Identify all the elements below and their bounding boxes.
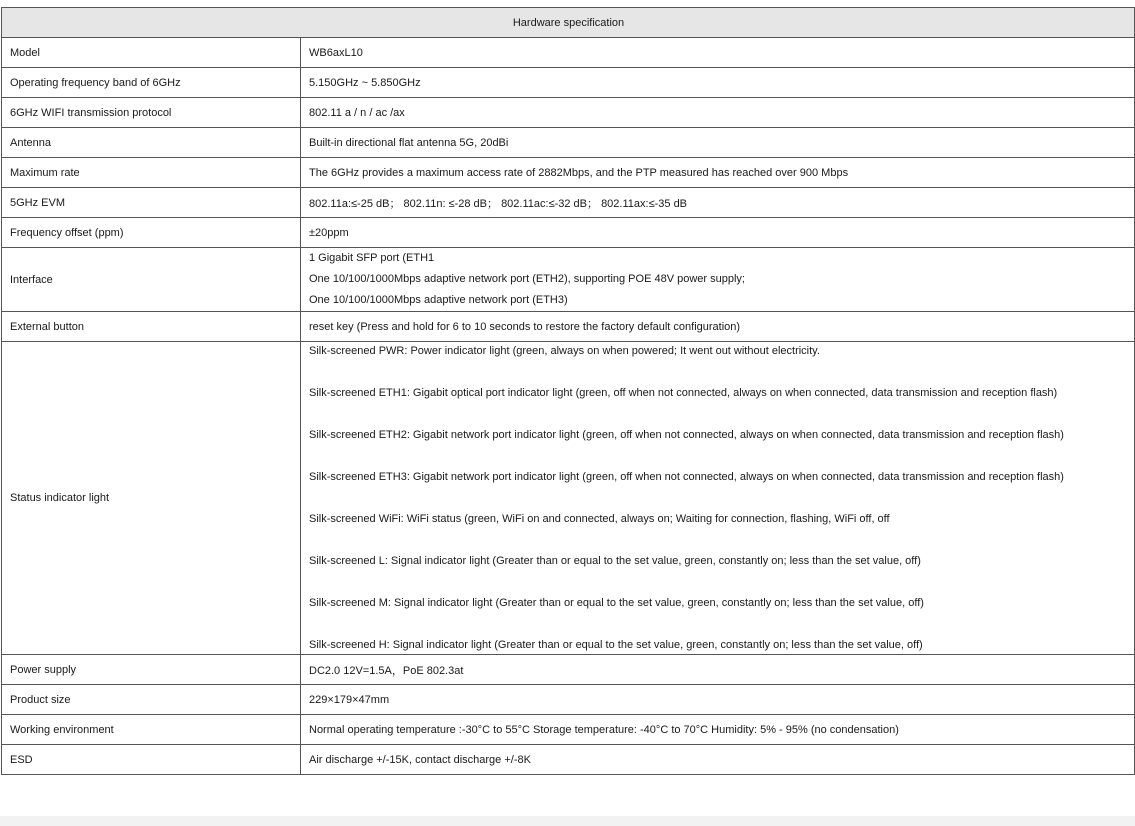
status-line: Silk-screened ETH3: Gigabit network port indicator light (green, off when not connected, always on when connected, data transmission and reception flash) [309, 471, 1064, 483]
row-value: DC2.0 12V=1.5A，PoE 802.3at [301, 655, 1135, 685]
row-label: 6GHz WIFI transmission protocol [2, 98, 301, 128]
row-label: Antenna [2, 128, 301, 158]
row-value: ±20ppm [301, 218, 1135, 248]
table-row-external-button [2, 312, 1135, 342]
bottom-divider [0, 816, 1135, 826]
status-line: Silk-screened ETH2: Gigabit network port indicator light (green, off when not connected, always on when connected, data transmission and reception flash) [309, 429, 1064, 441]
table-row-antenna [2, 128, 1135, 158]
row-value: WB6axL10 [301, 38, 1135, 68]
row-value: 802.11 a / n / ac /ax [301, 98, 1135, 128]
row-label: Frequency offset (ppm) [2, 218, 301, 248]
table-row-protocol [2, 98, 1135, 128]
status-line: Silk-screened H: Signal indicator light (Greater than or equal to the set value, green, constantly on; less than the set value, off) [309, 639, 923, 651]
row-value: The 6GHz provides a maximum access rate of 2882Mbps, and the PTP measured has reached over 900 Mbps [301, 158, 1135, 188]
row-label: Maximum rate [2, 158, 301, 188]
table-row-esd [2, 745, 1135, 775]
row-label: Operating frequency band of 6GHz [2, 68, 301, 98]
table-row-model [2, 38, 1135, 68]
table-row-freq-band [2, 68, 1135, 98]
row-label: Product size [2, 685, 301, 715]
row-value: Normal operating temperature :-30°C to 55°C Storage temperature: -40°C to 70°C Humidity: 5% - 95% (no condensation) [301, 715, 1135, 745]
table-row-product-size [2, 685, 1135, 715]
row-value: Air discharge +/-15K, contact discharge +/-8K [301, 745, 1135, 775]
interface-line: One 10/100/1000Mbps adaptive network port (ETH2), supporting POE 48V power supply; [309, 273, 745, 285]
hardware-spec-table [1, 7, 1135, 775]
status-line: Silk-screened WiFi: WiFi status (green, WiFi on and connected, always on; Waiting for connection, flashing, WiFi off, off [309, 513, 890, 525]
row-value: 802.11a:≤-25 dB； 802.11n: ≤-28 dB； 802.11ac:≤-32 dB； 802.11ax:≤-35 dB [301, 188, 1135, 218]
table-row-freq-offset [2, 218, 1135, 248]
interface-line: One 10/100/1000Mbps adaptive network port (ETH3) [309, 294, 568, 306]
row-value: reset key (Press and hold for 6 to 10 seconds to restore the factory default configuration) [301, 312, 1135, 342]
row-label: Power supply [2, 655, 301, 685]
row-label: Model [2, 38, 301, 68]
row-value: 229×179×47mm [301, 685, 1135, 715]
row-value: Built-in directional flat antenna 5G, 20dBi [301, 128, 1135, 158]
row-value [301, 248, 1135, 312]
interface-line: 1 Gigabit SFP port (ETH1 [309, 252, 435, 264]
table-row-power-supply [2, 655, 1135, 685]
row-label: External button [2, 312, 301, 342]
status-line: Silk-screened M: Signal indicator light (Greater than or equal to the set value, green, constantly on; less than the set value, off) [309, 597, 924, 609]
row-value [301, 342, 1135, 655]
table-row-working-env [2, 715, 1135, 745]
row-label: Status indicator light [2, 342, 301, 655]
table-row-status-light [2, 342, 1135, 655]
row-label: ESD [2, 745, 301, 775]
row-label: 5GHz EVM [2, 188, 301, 218]
row-label: Working environment [2, 715, 301, 745]
status-line: Silk-screened ETH1: Gigabit optical port indicator light (green, off when not connected, always on when connected, data transmission and reception flash) [309, 387, 1058, 399]
row-value: 5.150GHz ~ 5.850GHz [301, 68, 1135, 98]
table-row-evm [2, 188, 1135, 218]
table-row-interface [2, 248, 1135, 312]
status-line: Silk-screened L: Signal indicator light (Greater than or equal to the set value, green, constantly on; less than the set value, off) [309, 555, 921, 567]
table-row-max-rate [2, 158, 1135, 188]
row-label: Interface [2, 248, 301, 312]
table-header: Hardware specification [2, 8, 1135, 38]
status-line: Silk-screened PWR: Power indicator light (green, always on when powered; It went out without electricity. [309, 345, 820, 357]
